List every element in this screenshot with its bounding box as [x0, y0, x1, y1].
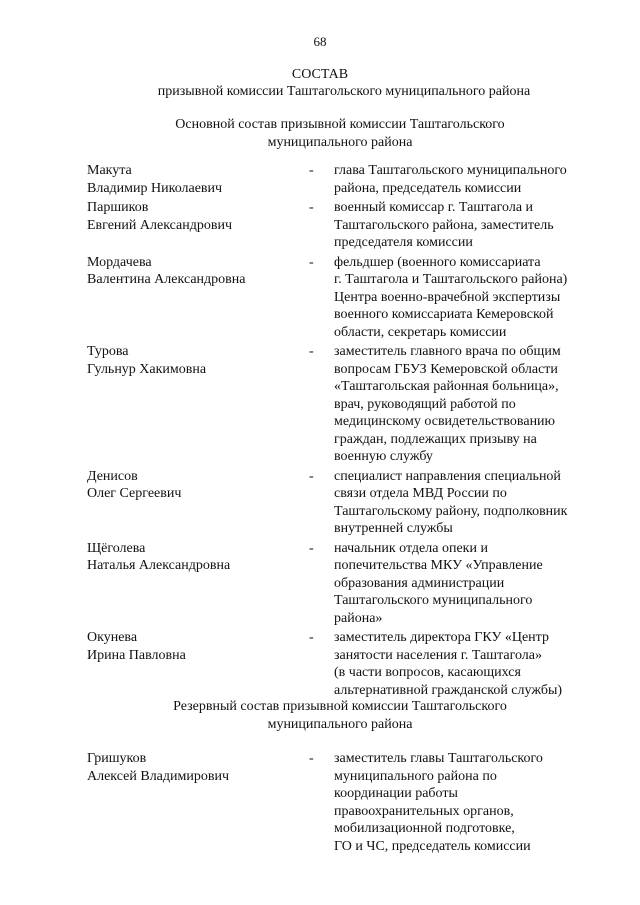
- member-role-line: мобилизационной подготовке,: [334, 821, 515, 836]
- member-name-line: Алексей Владимирович: [87, 768, 230, 784]
- member-role-line: Таштагольского муниципального: [334, 593, 533, 608]
- member-entry: [87, 468, 607, 538]
- member-name-line: Валентина Александровна: [87, 272, 246, 287]
- page-number: 68: [313, 34, 327, 49]
- member-role: [334, 750, 599, 855]
- member-role: [334, 162, 599, 197]
- member-name-line: Гульнур Хакимовна: [87, 361, 207, 377]
- member-role: [334, 199, 599, 252]
- member-role-line: заместитель главы Таштагольского: [334, 751, 543, 766]
- member-name-line: Олег Сергеевич: [87, 486, 182, 501]
- member-role-line: заместитель главного врача по общим: [334, 344, 561, 359]
- member-entry: [87, 162, 607, 197]
- member-role: [334, 629, 599, 699]
- member-role: [334, 540, 599, 628]
- member-name: [87, 162, 309, 197]
- member-role-line: фельдшер (военного комиссариата: [334, 254, 541, 270]
- dash-separator: -: [309, 540, 314, 556]
- member-role-line: координации работы: [334, 786, 458, 801]
- reserve-composition-heading: [0, 698, 640, 734]
- member-role-line: Центра военно-врачебной экспертизы: [334, 289, 561, 305]
- member-role-line: ГО и ЧС, председатель комиссии: [334, 838, 531, 854]
- member-name: [87, 343, 309, 466]
- member-role-line: председателя комиссии: [334, 235, 473, 250]
- member-role-line: Таштагольскому району, подполковник: [334, 503, 568, 519]
- member-name-line: Турова: [87, 344, 129, 359]
- member-name-line: Владимир Николаевич: [87, 180, 223, 196]
- member-name: [87, 468, 309, 538]
- member-role-line: Таштагольского района, заместитель: [334, 217, 554, 233]
- title-line-1: СОСТАВ: [291, 67, 349, 82]
- member-role-line: медицинскому освидетельствованию: [334, 414, 556, 429]
- main-heading-line-1: Основной состав призывной комиссии Таштагольского: [175, 117, 505, 132]
- dash-separator: -: [309, 630, 314, 645]
- member-role: [334, 468, 599, 538]
- member-name: [87, 199, 309, 252]
- reserve-heading-line-2: муниципального района: [267, 717, 413, 732]
- member-entry: [87, 629, 607, 699]
- member-role-line: вопросам ГБУЗ Кемеровской области: [334, 361, 558, 377]
- member-entry: [87, 750, 607, 855]
- dash-separator: -: [309, 163, 314, 178]
- member-role-line: внутренней службы: [334, 521, 453, 536]
- member-name-line: Наталья Александровна: [87, 558, 231, 573]
- member-name-line: Гришуков: [87, 751, 147, 766]
- main-members-list: [87, 162, 607, 701]
- main-heading-line-2: муниципального района: [267, 135, 413, 150]
- member-role-line: альтернативной гражданской службы): [334, 682, 563, 698]
- member-entry: [87, 254, 607, 342]
- member-role-line: военный комиссар г. Таштагола и: [334, 200, 534, 215]
- member-name-line: Паршиков: [87, 200, 149, 215]
- member-role-line: г. Таштагола и Таштагольского района): [334, 272, 568, 287]
- member-role-line: специалист направления специальной: [334, 468, 561, 484]
- member-name-line: Ирина Павловна: [87, 647, 186, 663]
- member-entry: [87, 540, 607, 628]
- main-composition-heading: [0, 116, 640, 152]
- reserve-members-list: [87, 750, 607, 857]
- dash-separator: -: [309, 200, 314, 215]
- member-name-line: Денисов: [87, 468, 138, 484]
- member-entry: [87, 343, 607, 466]
- member-role-line: заместитель директора ГКУ «Центр: [334, 630, 549, 645]
- member-role-line: муниципального района по: [334, 768, 497, 784]
- member-name: [87, 750, 309, 855]
- title-line-2: призывной комиссии Таштагольского муниципального района: [157, 84, 531, 99]
- dash-separator: -: [309, 344, 314, 359]
- dash-separator: -: [309, 254, 314, 270]
- member-role-line: области, секретарь комиссии: [334, 324, 507, 340]
- member-name-line: Окунева: [87, 630, 138, 645]
- member-role-line: попечительства МКУ «Управление: [334, 558, 543, 573]
- member-role-line: района, председатель комиссии: [334, 180, 522, 196]
- member-role-line: правоохранительных органов,: [334, 803, 514, 819]
- document-title: [0, 66, 640, 100]
- member-role: [334, 343, 599, 466]
- member-role-line: военного комиссариата Кемеровской: [334, 307, 554, 322]
- member-role-line: образования администрации: [334, 575, 505, 591]
- member-name: [87, 629, 309, 699]
- dash-separator: -: [309, 751, 314, 766]
- member-role-line: «Таштагольская районная больница»,: [334, 379, 559, 394]
- member-role-line: граждан, подлежащих призыву на: [334, 431, 537, 447]
- member-name-line: Макута: [87, 163, 132, 178]
- member-role: [334, 254, 599, 342]
- member-entry: [87, 199, 607, 252]
- member-role-line: начальник отдела опеки и: [334, 540, 488, 556]
- member-role-line: глава Таштагольского муниципального: [334, 163, 567, 178]
- member-name-line: Мордачева: [87, 254, 152, 270]
- member-name: [87, 540, 309, 628]
- member-role-line: военную службу: [334, 449, 433, 464]
- member-role-line: связи отдела МВД России по: [334, 486, 507, 501]
- member-name-line: Евгений Александрович: [87, 217, 233, 233]
- member-name: [87, 254, 309, 342]
- dash-separator: -: [309, 468, 314, 484]
- member-role-line: врач, руководящий работой по: [334, 396, 516, 412]
- reserve-heading-line-1: Резервный состав призывной комиссии Таштагольского: [173, 699, 507, 714]
- member-role-line: района»: [334, 610, 383, 626]
- member-role-line: занятости населения г. Таштагола»: [334, 647, 542, 663]
- member-role-line: (в части вопросов, касающихся: [334, 665, 521, 680]
- member-name-line: Щёголева: [87, 540, 146, 556]
